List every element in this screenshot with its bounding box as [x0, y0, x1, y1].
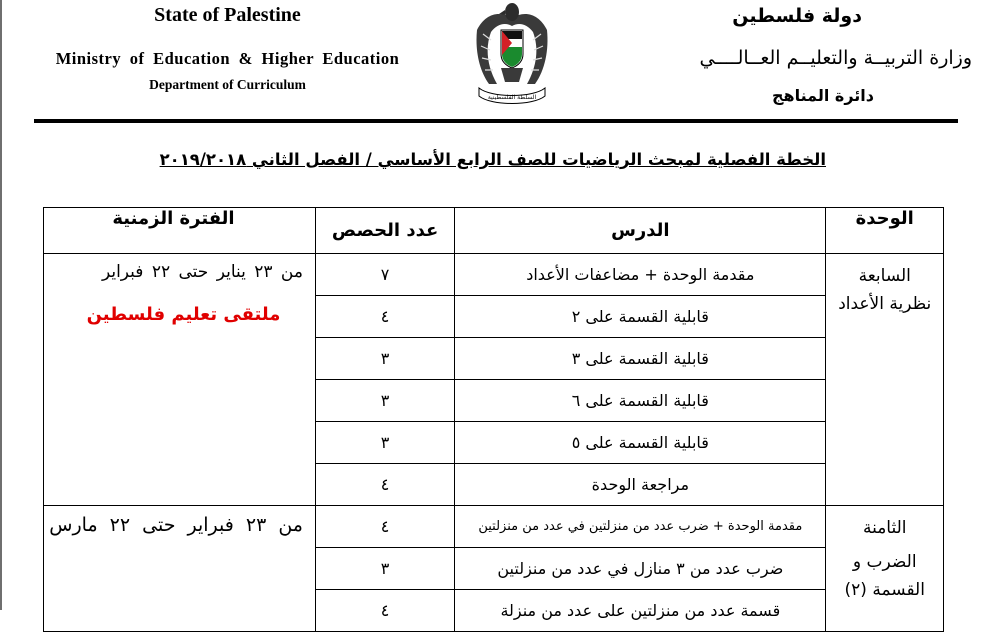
unit-cell [826, 254, 944, 506]
period-text: من ٢٣ فبراير حتى ٢٢ مارس [49, 514, 303, 536]
count-cell: ٣ [315, 548, 454, 590]
count-cell: ٤ [315, 506, 454, 548]
table-header-row [44, 208, 944, 254]
plan-table [43, 207, 944, 632]
period-text: من ٢٣ يناير حتى ٢٢ فبراير [101, 262, 303, 282]
unit-subtitle: نظرية الأعداد [838, 294, 932, 314]
unit-title: السابعة [858, 266, 911, 286]
lesson-cell: ضرب عدد من ٣ منازل في عدد من منزلتين [455, 548, 826, 590]
count-cell: ٤ [315, 464, 454, 506]
count-cell: ٣ [315, 422, 454, 464]
state-name-ar: دولة فلسطين [732, 5, 862, 27]
emblem-caption: السلطة الفلسطينية [487, 94, 537, 101]
header-count: عدد الحصص [315, 208, 454, 254]
watermark-text: ملتقى تعليم فلسطين [86, 304, 281, 325]
table-row [44, 506, 944, 548]
lesson-cell: قابلية القسمة على ٦ [455, 380, 826, 422]
lesson-cell: مراجعة الوحدة [455, 464, 826, 506]
lesson-cell: مقدمة الوحدة + ضرب عدد من منزلتين في عدد من منزلتين [455, 506, 826, 548]
ministry-name-en: Ministry of Education & Higher Education [55, 49, 400, 68]
department-name-en: Department of Curriculum [149, 77, 306, 92]
header-lesson: الدرس [455, 208, 826, 254]
unit-subtitle: القسمة (٢) [844, 580, 925, 600]
unit-title: الثامنة [862, 518, 907, 538]
state-name-en: State of Palestine [154, 4, 301, 26]
ministry-name-ar: وزارة التربيــة والتعليــم العــالــــي [699, 47, 972, 69]
count-cell: ٣ [315, 338, 454, 380]
lesson-cell: قابلية القسمة على ٢ [455, 296, 826, 338]
unit-subtitle: الضرب و [852, 552, 917, 572]
palestine-eagle-emblem [471, 0, 553, 110]
department-name-ar: دائرة المناهج [771, 86, 874, 105]
header-divider [34, 119, 958, 123]
lesson-cell: قابلية القسمة على ٥ [455, 422, 826, 464]
count-cell: ٧ [315, 254, 454, 296]
unit-cell [826, 506, 944, 632]
period-cell [44, 506, 316, 632]
count-cell: ٤ [315, 590, 454, 632]
page-edge [0, 0, 2, 610]
lesson-cell: قابلية القسمة على ٣ [455, 338, 826, 380]
lesson-cell: قسمة عدد من منزلتين على عدد من منزلة [455, 590, 826, 632]
lesson-cell: مقدمة الوحدة + مضاعفات الأعداد [455, 254, 826, 296]
count-cell: ٤ [315, 296, 454, 338]
document-title: الخطة الفصلية لمبحث الرياضيات للصف الرابع الأساسي / الفصل الثاني ٢٠١٩/٢٠١٨ [159, 150, 826, 169]
header-period: الفترة الزمنية [44, 208, 316, 254]
count-cell: ٣ [315, 380, 454, 422]
table-row [44, 254, 944, 296]
period-cell [44, 254, 316, 506]
header-unit: الوحدة [826, 208, 944, 254]
